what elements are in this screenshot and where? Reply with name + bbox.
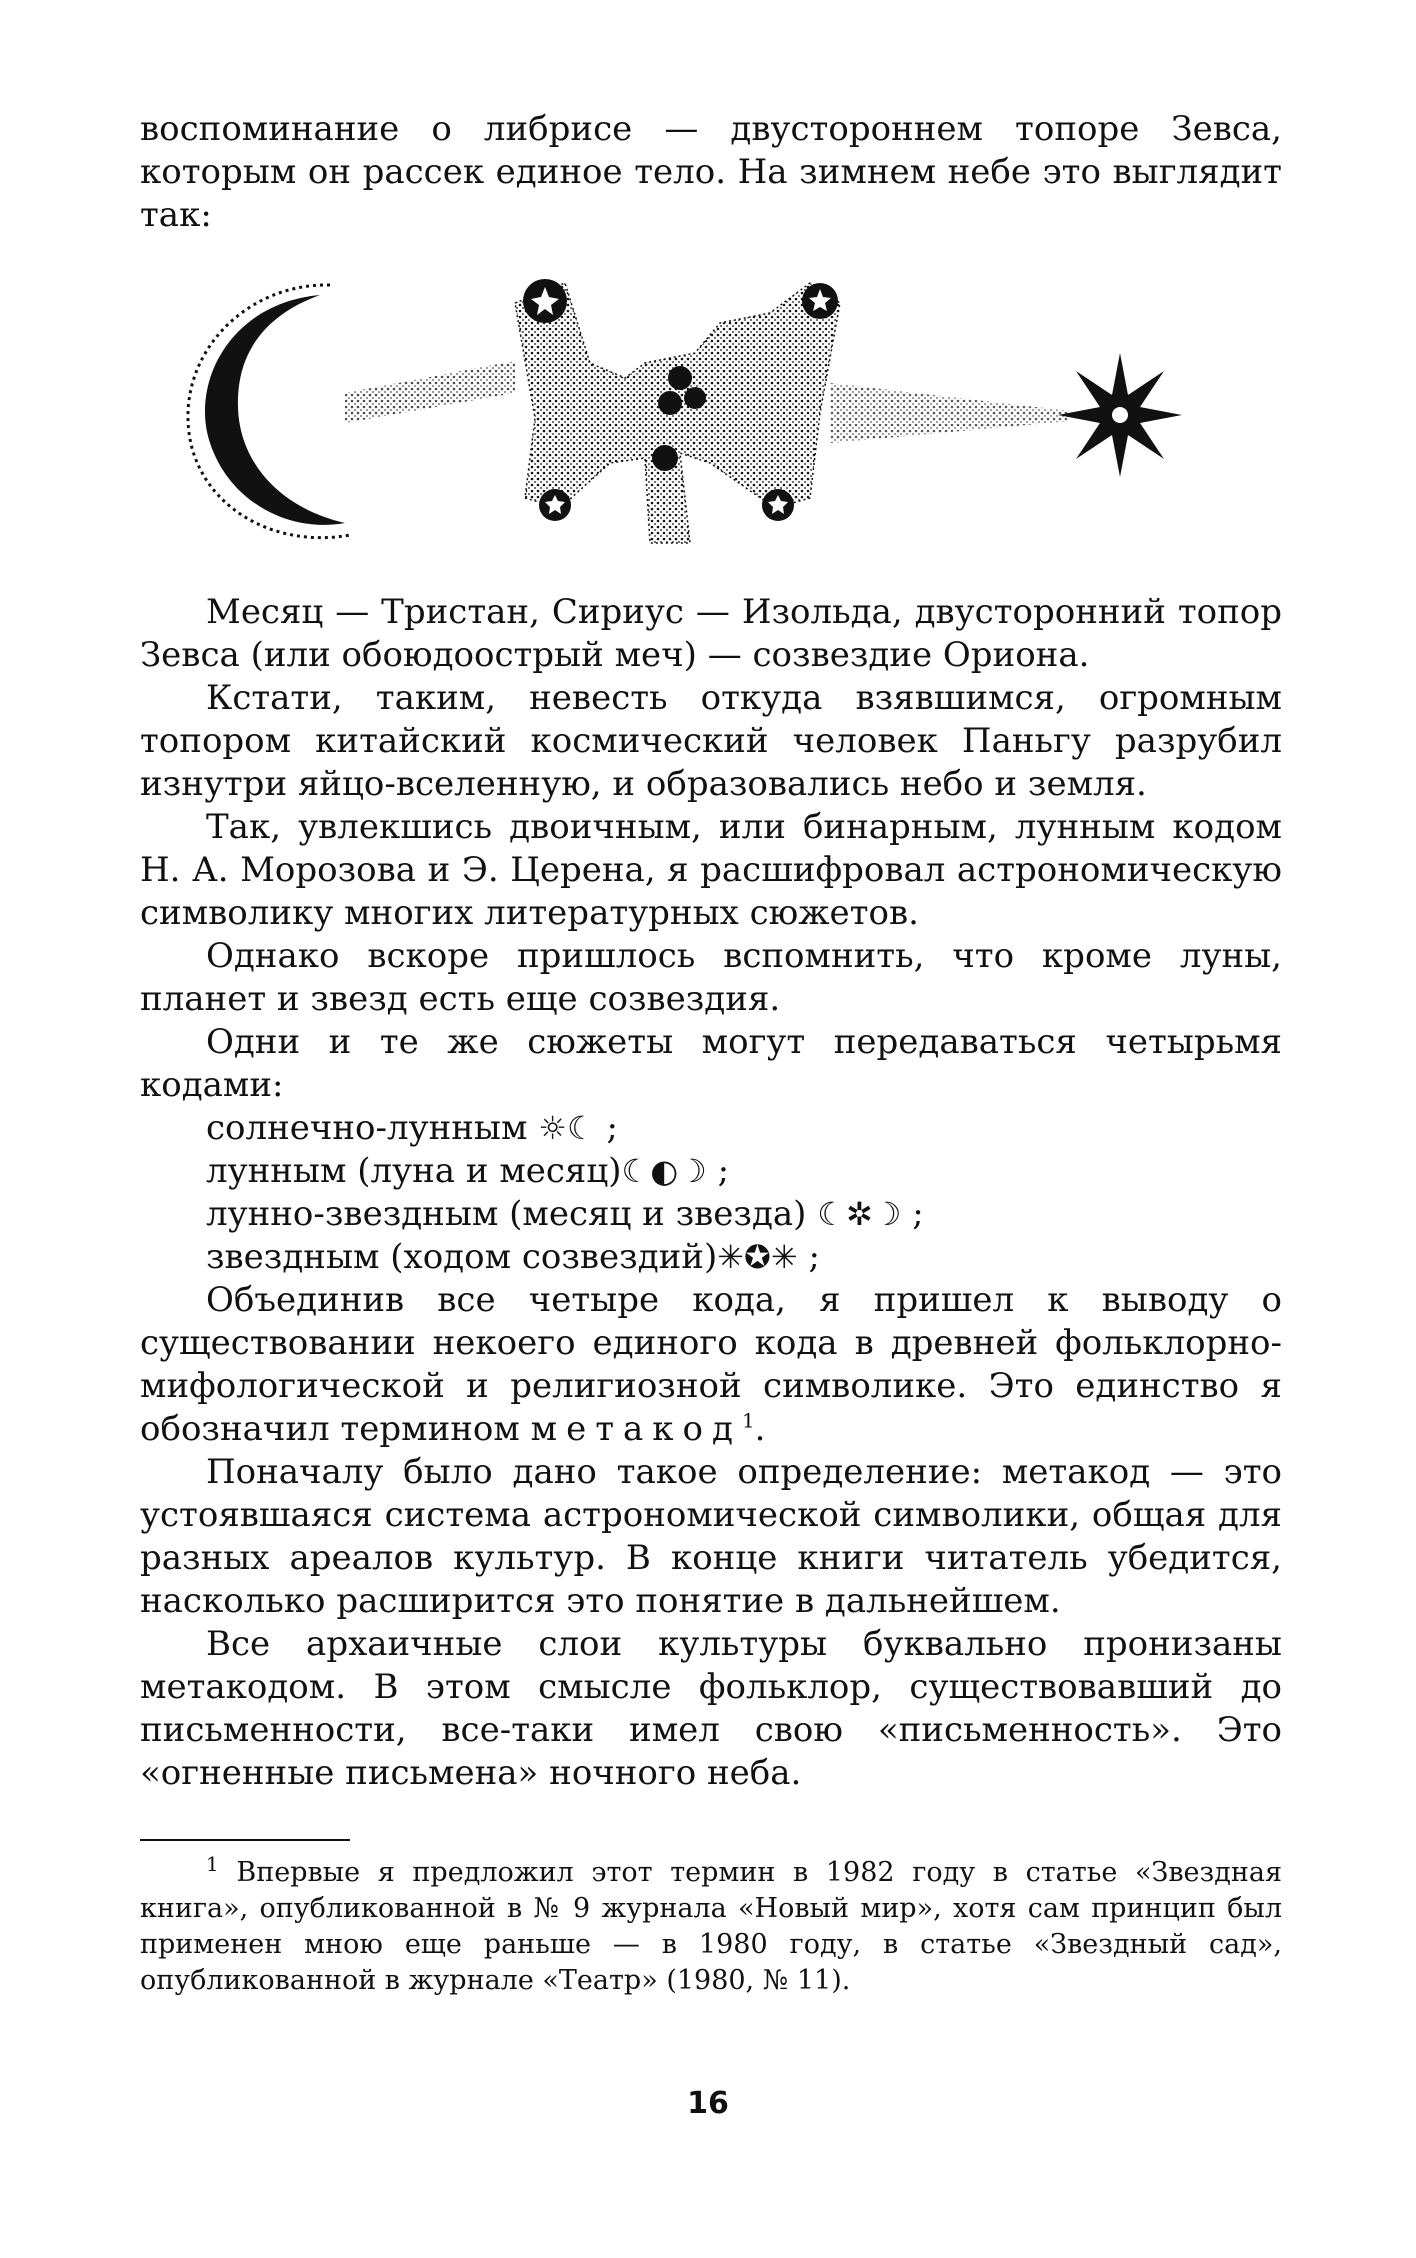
dotted-beam-left (345, 361, 515, 423)
moon-phases-symbol-icon: ☾◐☽ (621, 1152, 707, 1190)
paragraph-2: Месяц — Тристан, Сириус — Изольда, двусторонний топор Зевса (или обоюдоострый меч) — созвездие Ориона. (140, 592, 1282, 675)
sun-moon-symbol-icon: ☼☾ (538, 1109, 596, 1147)
paragraph-4: Так, увлекшись двоичным, или бинарным, лунным кодом Н. А. Морозова и Э. Церена, я расшифровал астрономическую символику многих литературных сюжетов. (140, 807, 1282, 933)
page-body (140, 108, 1282, 1999)
sirius-star-icon (1058, 353, 1182, 477)
footnote (140, 1852, 1282, 1999)
footnote-reference[interactable]: 1 (741, 1408, 755, 1433)
crescent-moon-icon (188, 285, 350, 538)
code-item (206, 1150, 1282, 1193)
code-label: звездным (ходом созвездий) (206, 1237, 718, 1277)
code-end: ; (912, 1194, 924, 1234)
footnote-marker: 1 (206, 1852, 219, 1876)
code-item (206, 1193, 1282, 1236)
code-end: ; (808, 1237, 820, 1277)
paragraph-1: воспоминание о либрисе — двустороннем топоре Зевса, которым он рассек единое тело. На зимнем небе это выглядит так: (140, 109, 1282, 235)
orion-illustration (140, 243, 1282, 563)
paragraph-3: Кстати, таким, невесть откуда взявшимся, огромным топором китайский космический человек Паньгу разрубил изнутри яйцо-вселенную, и образовались небо и земля. (140, 678, 1282, 804)
paragraph-8: Поначалу было дано такое определение: метакод — это устоявшаяся система астрономической символики, общая для разных ареалов культур. В конце книги читатель убедится, насколько расширится это понятие в дальнейшем. (140, 1452, 1282, 1621)
code-end: ; (606, 1108, 618, 1148)
paragraph-7 (140, 1279, 1282, 1451)
moon-star-symbol-icon: ☾✲☽ (817, 1195, 902, 1233)
page-number: 16 (687, 2086, 729, 2121)
code-item (206, 1107, 1282, 1150)
dotted-beam-right (830, 383, 1070, 443)
orion-constellation-icon (515, 279, 840, 543)
footnote-divider (140, 1839, 350, 1841)
paragraph-7-text: Объединив все четыре кода, я пришел к выводу о существовании некоего единого кода в древней фольклорно-мифологической и религиозной символике. Это единство я обозначил термином (140, 1280, 1282, 1449)
code-item (206, 1236, 1282, 1279)
code-end: ; (717, 1151, 730, 1191)
paragraph-9: Все архаичные слои культуры буквально пронизаны метакодом. В этом смысле фольклор, существовавший до письменности, все-таки имел свою «письменность». Это «огненные письмена» ночного неба. (140, 1624, 1282, 1793)
term-metacode: метакод (530, 1409, 742, 1449)
footnote-text: Впервые я предложил этот термин в 1982 году в статье «Звездная книга», опубликованной в № 9 журнала «Новый мир», хотя сам принцип был применен мною еще раньше — в 1980 году, в статье «Звездный сад», опубликованной в журнале «Театр» (1980, № 11). (140, 1857, 1282, 1996)
paragraph-5: Однако вскоре пришлось вспомнить, что кроме луны, планет и звезд есть еще созвездия. (140, 936, 1282, 1019)
stars-symbol-icon: ✳✪✳ (717, 1238, 798, 1276)
code-label: лунно-звездным (месяц и звезда) (206, 1194, 807, 1234)
code-label: солнечно-лунным (206, 1108, 528, 1148)
paragraph-7-end: . (754, 1409, 766, 1449)
orion-figure-svg (170, 243, 1250, 563)
code-list (140, 1107, 1282, 1279)
code-label: лунным (луна и месяц) (206, 1151, 622, 1191)
paragraph-6: Одни и те же сюжеты могут передаваться четырьмя кодами: (140, 1022, 1282, 1105)
